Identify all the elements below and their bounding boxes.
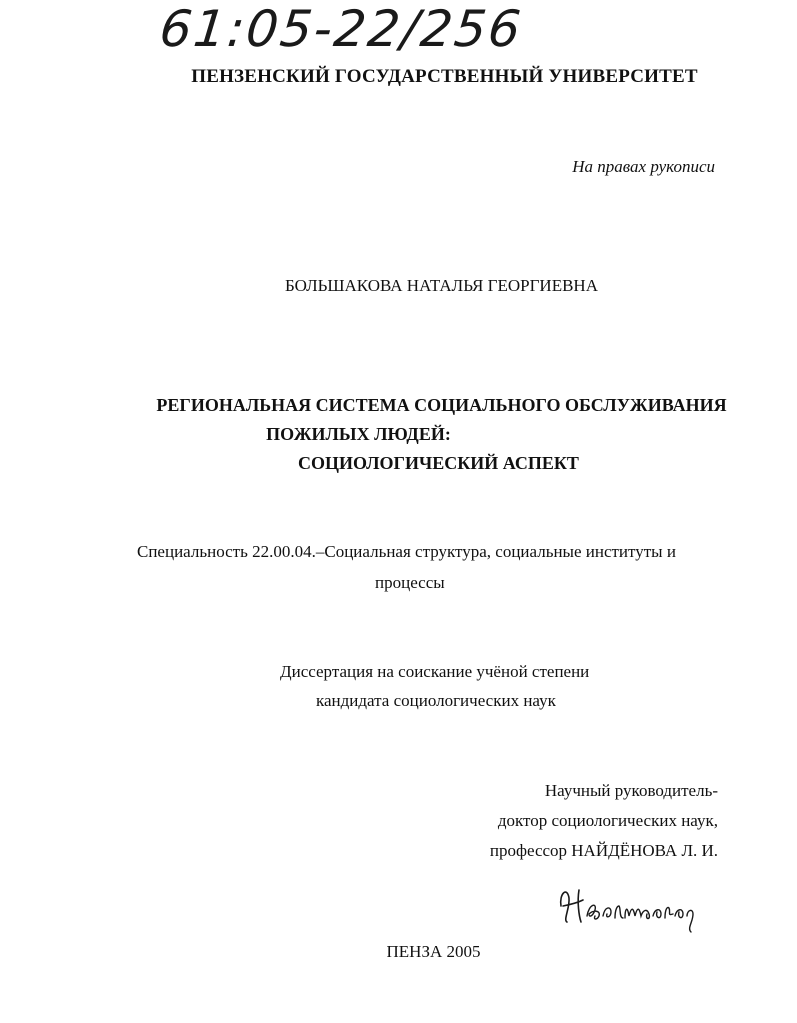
supervisor-line-2: доктор социологических наук,	[497, 811, 718, 830]
supervisor-line-3: профессор НАЙДЁНОВА Л. И.	[489, 841, 718, 860]
archive-number-handwritten: 61:05-22/256	[156, 0, 526, 58]
title-line-3: СОЦИОЛОГИЧЕСКИЙ АСПЕКТ	[298, 453, 579, 473]
manuscript-rights-note: На правах рукописи	[572, 157, 715, 176]
author-name: БОЛЬШАКОВА НАТАЛЬЯ ГЕОРГИЕВНА	[285, 276, 598, 295]
university-name: ПЕНЗЕНСКИЙ ГОСУДАРСТВЕННЫЙ УНИВЕРСИТЕТ	[191, 66, 698, 87]
title-line-1: РЕГИОНАЛЬНАЯ СИСТЕМА СОЦИАЛЬНОГО ОБСЛУЖИВАНИЯ	[156, 395, 727, 415]
specialty-line-1: Специальность 22.00.04.–Социальная структура, социальные институты и	[137, 542, 676, 561]
dissertation-line-1: Диссертация на соискание учёной степени	[280, 662, 590, 681]
specialty-line-2: процессы	[375, 573, 445, 592]
dissertation-line-2: кандидата социологических наук	[316, 691, 556, 710]
supervisor-line-1: Научный руководитель-	[544, 781, 718, 800]
author-signature	[553, 876, 713, 936]
title-line-2: ПОЖИЛЫХ ЛЮДЕЙ:	[266, 424, 451, 444]
city-and-year: ПЕНЗА 2005	[386, 942, 481, 961]
